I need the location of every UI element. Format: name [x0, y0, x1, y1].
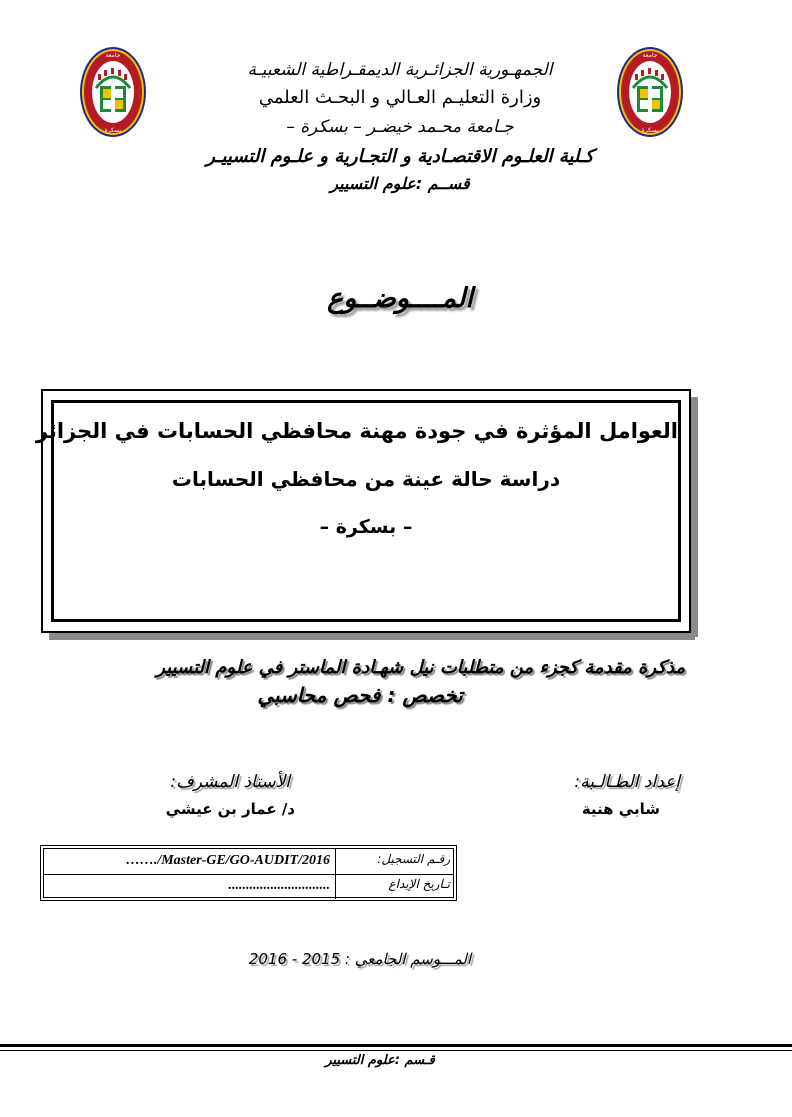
subject-heading: المــــوضــوع [327, 283, 473, 314]
thesis-title: العوامل المؤثرة في جودة مهنة محافظي الحسابات في الجزائر [35, 419, 678, 443]
university-name: جـامعة محـمد خيضـر – بسكرة – [286, 117, 514, 137]
thesis-title-box [35, 389, 691, 633]
deposit-date-value: ............................. [228, 878, 330, 893]
location-subtitle: – بسكرة – [319, 516, 413, 538]
department-name: قســم :علوم التسيير [330, 174, 470, 193]
registration-number-label: رقـم التسجيل: [377, 852, 450, 866]
country-name: الجمهـورية الجزائـرية الديمقـراطية الشعبيـة [247, 60, 553, 80]
footer-divider [0, 1050, 792, 1051]
supervisor-name: د/ عمار بن عيشي [165, 800, 295, 818]
svg-text:بسكرة: بسكرة [104, 127, 122, 134]
footer-divider [0, 1044, 792, 1047]
academic-year: المـــوسم الجامعي : 2015 - 2016 [248, 950, 472, 968]
student-label: إعداد الطـالـبة: [574, 772, 680, 792]
table-row [44, 874, 453, 899]
faculty-name: كـلية العلـوم الاقتصـادية و التجـارية و علـوم التسييـر [206, 146, 594, 167]
title-box-inner [35, 400, 681, 622]
title-box-shadow [49, 633, 695, 640]
svg-text:جامعة: جامعة [105, 52, 121, 59]
student-name: شابي هنية [581, 800, 660, 818]
ministry-name: وزارة التعليـم العـالي و البحـث العلمي [258, 87, 542, 108]
footer-department: قـسم :علوم التسيير [325, 1053, 435, 1068]
supervisor-label: الأستاذ المشرف: [170, 772, 290, 792]
deposit-date-label: تـاريخ الإيداع [388, 877, 450, 891]
specialization: تخصص : فحص محاسبي [257, 683, 463, 707]
case-study-subtitle: دراسة حالة عينة من محافظي الحسابات [171, 467, 561, 491]
title-box-shadow [691, 397, 698, 637]
thesis-statement: مذكرة مقدمة كجزء من متطلبات نيل شهـادة الماستر في علوم التسيير [156, 657, 685, 678]
registration-number-value: ……./Master-GE/GO-AUDIT/2016 [125, 853, 330, 868]
registration-table [40, 845, 457, 901]
table-row [44, 849, 453, 875]
svg-text:بسكرة: بسكرة [641, 127, 659, 134]
svg-text:جامعة: جامعة [642, 52, 658, 59]
